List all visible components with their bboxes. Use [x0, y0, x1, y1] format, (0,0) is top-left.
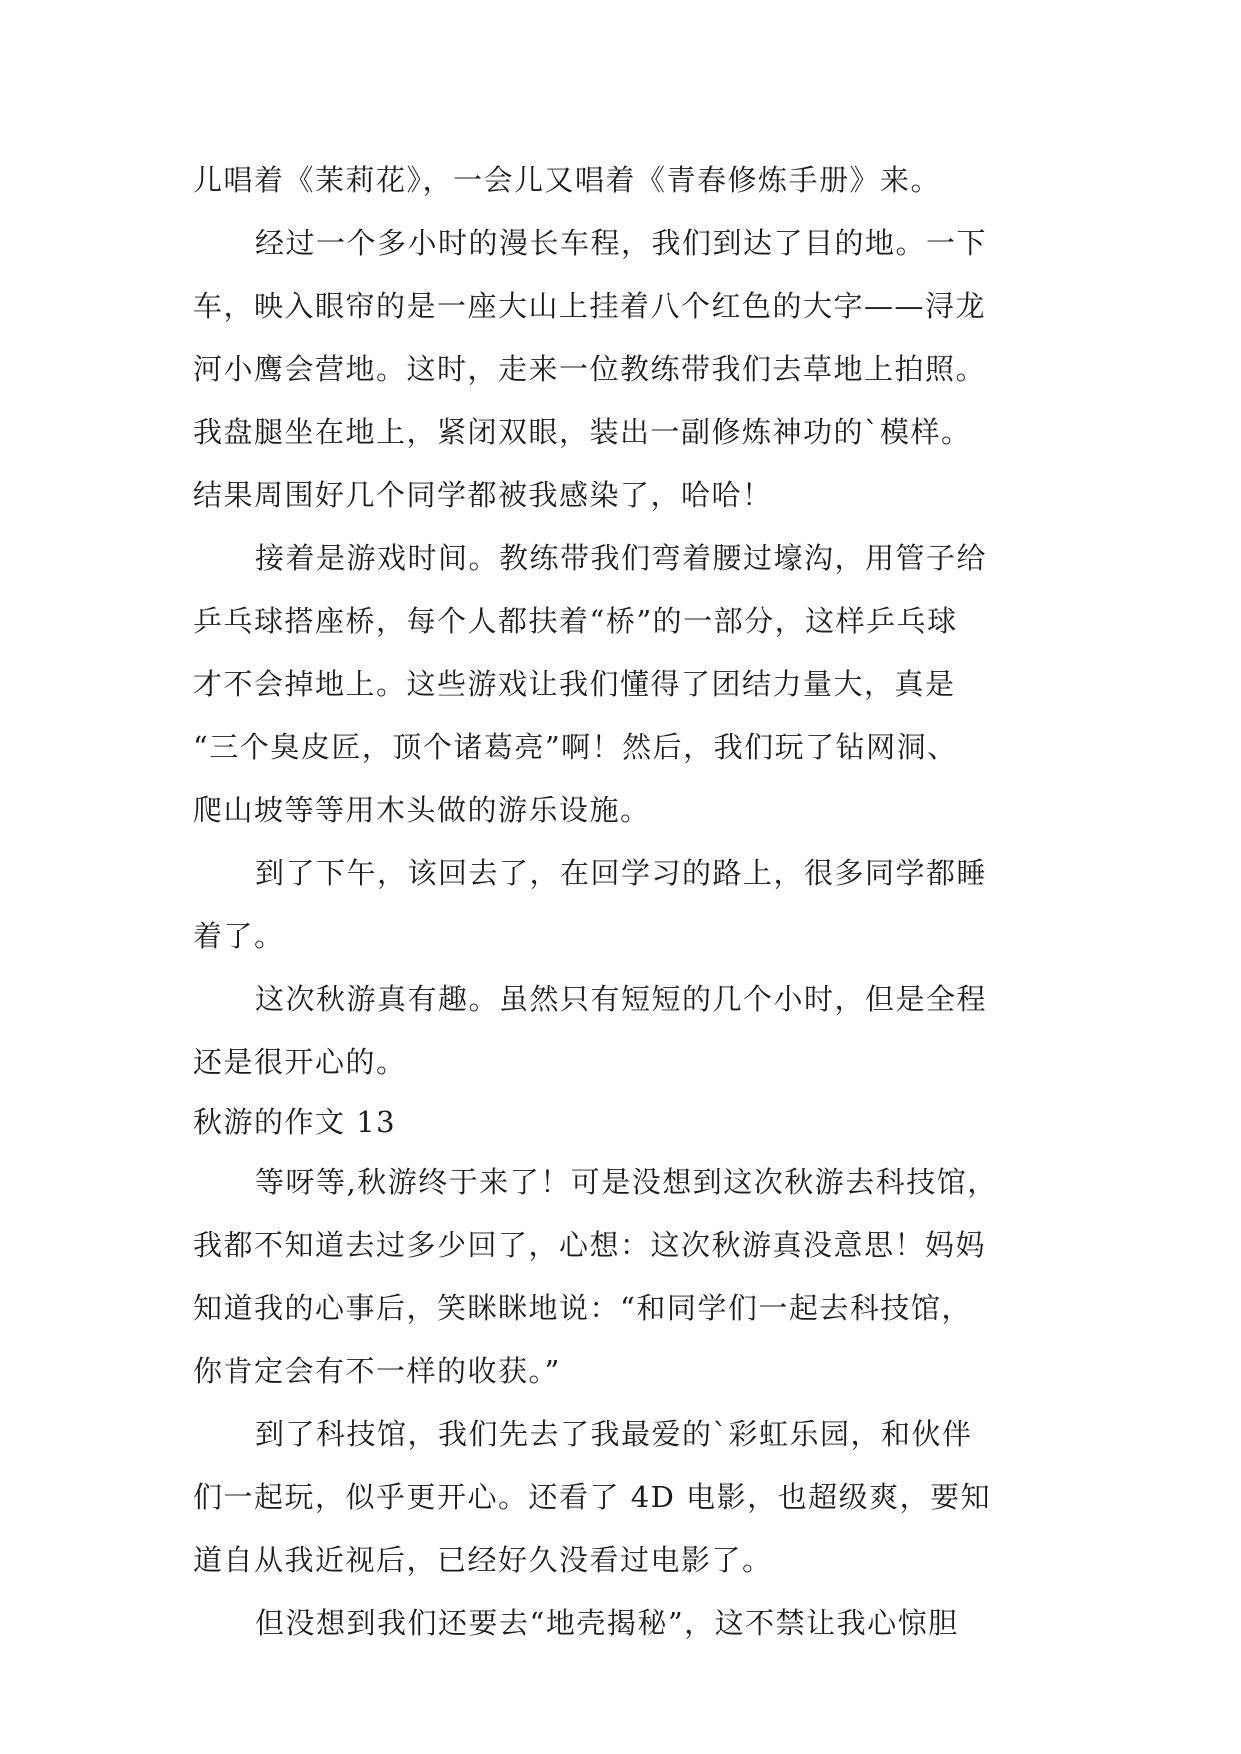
text-line: 着了。: [193, 919, 285, 953]
text-line: 才不会掉地上。这些游戏让我们懂得了团结力量大，真是: [193, 667, 956, 701]
text-line: 我都不知道去过多少回了，心想：这次秋游真没意思！妈妈: [193, 1228, 987, 1262]
text-line: 我盘腿坐在地上，紧闭双眼，装出一副修炼神功的`模样。: [193, 415, 972, 449]
paragraph-first-line: 经过一个多小时的漫长车程，我们到达了目的地。一下: [255, 226, 988, 260]
text-line: 们一起玩，似乎更开心。还看了 4D 电影，也超级爽，要知: [193, 1480, 992, 1514]
text-line: 河小鹰会营地。这时，走来一位教练带我们去草地上拍照。: [193, 352, 987, 386]
text-line: 还是很开心的。: [193, 1045, 407, 1079]
text-line: 爬山坡等等用木头做的游乐设施。: [193, 793, 651, 827]
text-line: 你肯定会有不一样的收获。”: [193, 1354, 561, 1388]
text-line: 道自从我近视后，已经好久没看过电影了。: [193, 1543, 773, 1577]
section-heading: 秋游的作文 13: [193, 1105, 397, 1139]
text-line: 车，映入眼帘的是一座大山上挂着八个红色的大字——浔龙: [193, 289, 987, 323]
paragraph-first-line: 这次秋游真有趣。虽然只有短短的几个小时，但是全程: [255, 982, 988, 1016]
text-line: 知道我的心事后，笑眯眯地说：“和同学们一起去科技馆，: [193, 1291, 972, 1325]
paragraph-first-line: 接着是游戏时间。教练带我们弯着腰过壕沟，用管子给: [255, 541, 988, 575]
paragraph-first-line: 到了科技馆，我们先去了我最爱的`彩虹乐园，和伙伴: [255, 1417, 973, 1451]
paragraph-first-line: 但没想到我们还要去“地壳揭秘”，这不禁让我心惊胆: [255, 1606, 959, 1640]
text-line: 儿唱着《茉莉花》，一会儿又唱着《青春修炼手册》来。: [193, 163, 942, 197]
text-line: 结果周围好几个同学都被我感染了，哈哈！: [193, 478, 773, 512]
paragraph-first-line: 等呀等,秋游终于来了！可是没想到这次秋游去科技馆，: [255, 1165, 998, 1199]
text-line: “三个臭皮匠，顶个诸葛亮”啊！然后，我们玩了钻网洞、: [193, 730, 958, 764]
text-line: 乒乓球搭座桥，每个人都扶着“桥”的一部分，这样乒乓球: [193, 604, 958, 638]
paragraph-first-line: 到了下午，该回去了，在回学习的路上，很多同学都睡: [255, 856, 988, 890]
